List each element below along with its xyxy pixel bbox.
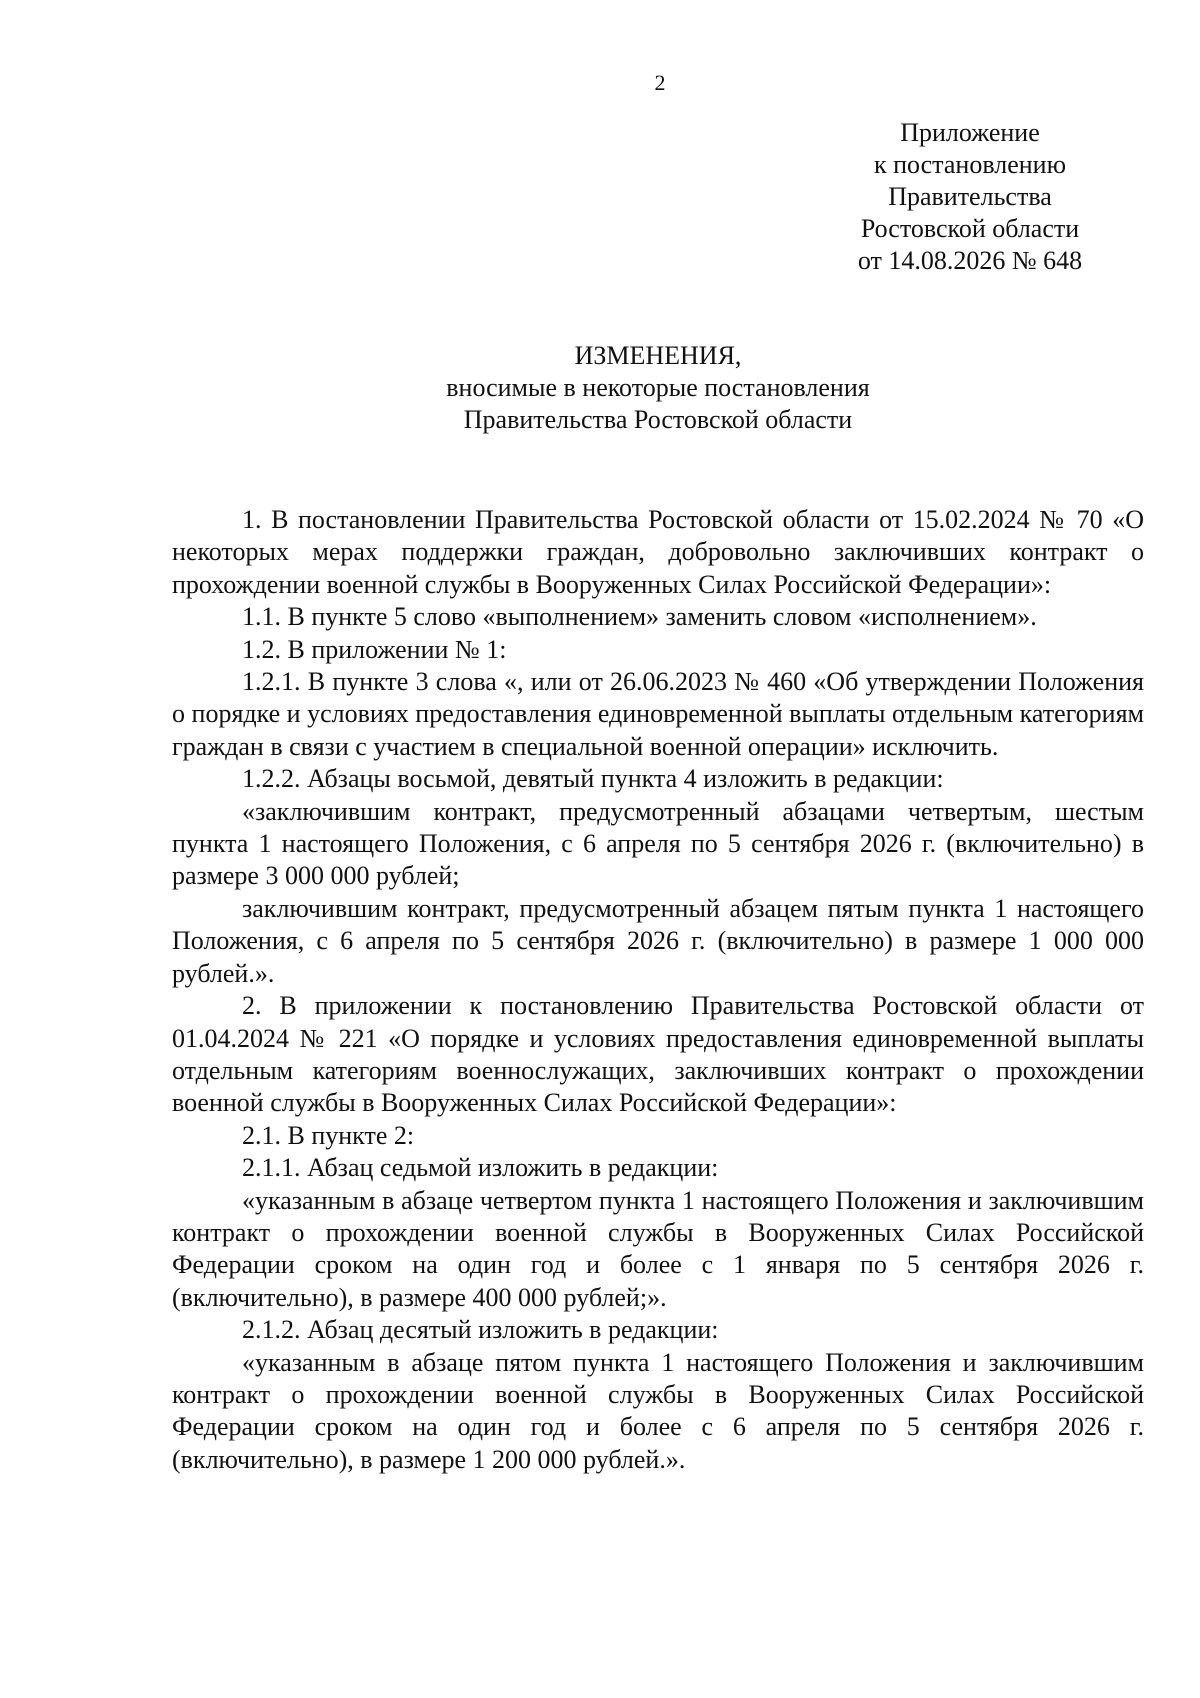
appendix-line: Ростовской области [860,214,1080,243]
paragraph: 2.1.1. Абзац седьмой изложить в редакции: [242,1153,719,1183]
paragraph: 2. В приложении к постановлению Правительства Ростовской области от 01.04.2024 № 221 «О порядке и условиях предоставления единовременной выплаты отдельным категориям военнослужащих, заключивших контракт о прохождении военной службы в Вооруженных Силах Российской Федерации»: [172,991,1144,1118]
paragraph: 1.2. В приложении № 1: [242,634,507,664]
appendix-line: к постановлению [873,150,1067,179]
appendix-line: Правительства [888,182,1052,211]
appendix-line: Приложение [900,118,1040,147]
document-title [172,340,1144,436]
title-subtitle: Правительства Ростовской области [463,405,853,434]
title-heading: ИЗМЕНЕНИЯ, [574,341,742,370]
page-number: 2 [654,70,666,95]
paragraph: 1.1. В пункте 5 слово «выполнением» заменить словом «исполнением». [242,602,1037,632]
paragraph: «заключившим контракт, предусмотренный абзацами четвертым, шестым пункта 1 настоящего Положения, с 6 апреля по 5 сентября 2026 г. (включительно) в размере 3 000 000 рублей; [172,796,1144,891]
paragraph: 1.2.2. Абзацы восьмой, девятый пункта 4 изложить в редакции: [242,764,944,794]
paragraph: «указанным в абзаце пятом пункта 1 настоящего Положения и заключившим контракт о прохождении военной службы в Вооруженных Силах Российской Федерации сроком на один год и более с 6 апреля по 5 сентября 2026 г. (включительно), в размере 1 200 000 рублей.». [172,1347,1144,1474]
appendix-header [0,117,1200,277]
paragraph: 1. В постановлении Правительства Ростовской области от 15.02.2024 № 70 «О некоторых мерах поддержки граждан, добровольно заключивших контракт о прохождении военной службы в Вооруженных Силах Российской Федерации»: [172,505,1144,599]
paragraph: заключившим контракт, предусмотренный абзацем пятым пункта 1 настоящего Положения, с 6 апреля по 5 сентября 2026 г. (включительно) в размере 1 000 000 рублей.». [172,893,1144,988]
title-subtitle: вносимые в некоторые постановления [446,373,870,402]
document-body [172,504,1144,1476]
paragraph: 1.2.1. В пункте 3 слова «, или от 26.06.2023 № 460 «Об утверждении Положения о порядке и условиях предоставления единовременной выплаты отдельным категориям граждан в связи с участием в специальной военной операции» исключить. [172,667,1144,761]
paragraph: «указанным в абзаце четвертом пункта 1 настоящего Положения и заключившим контракт о прохождении военной службы в Вооруженных Силах Российской Федерации сроком на один год и более с 1 января по 5 сентября 2026 г. (включительно), в размере 400 000 рублей;». [172,1185,1144,1312]
paragraph: 2.1. В пункте 2: [242,1120,415,1150]
paragraph: 2.1.2. Абзац десятый изложить в редакции: [242,1315,719,1345]
appendix-line: от 14.08.2026 № 648 [857,246,1083,275]
